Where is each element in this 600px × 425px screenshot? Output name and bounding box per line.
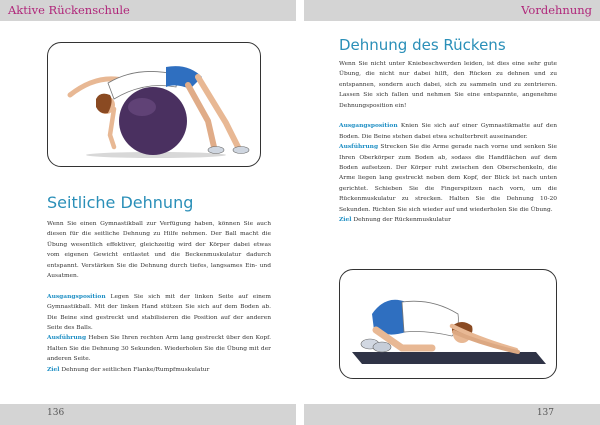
right-exec-text: Strecken Sie die Arme gerade nach vorne und senken Sie Ihren Oberkörper zum Boden ab, sodass die Handflächen auf dem Boden aufsetzen. Der Körper ruht zwischen den Oberschenkeln, die Arme liegen lang gestreckt neben dem Kopf, der Blick ist nach unten gerichtet. Schieben Sie die Fingerspitzen nach vorn, um die Rückenmuskulatur zu strecken. Halten Sie die Dehnung 10-20 Sekunden. Richten Sie sich wieder auf und wiederholen Sie die Übung. — [339, 144, 557, 213]
left-goal-text: Dehnung der seitlichen Flanke/Rumpfmuskulatur — [61, 366, 210, 373]
left-goal-label: Ziel — [47, 365, 60, 373]
right-footer-band — [304, 404, 600, 425]
right-page-number: 137 — [536, 408, 554, 418]
left-body-text — [47, 219, 271, 375]
right-running-header: Vordehnung — [521, 3, 592, 17]
left-page-title: Seitliche Dehnung — [47, 193, 194, 212]
left-exec-text: Heben Sie Ihren rechten Arm lang gestreckt über den Kopf. Halten Sie die Dehnung 30 Sekunden. Wiederholen Sie die Übung mit der anderen Seite. — [47, 335, 271, 363]
right-start-label: Ausgangsposition — [339, 122, 398, 130]
left-intro-paragraph: Wenn Sie einen Gymnastikball zur Verfügung haben, können Sie auch diesen für die seitliche Dehnung zu Hilfe nehmen. Der Ball macht die Übung wesentlich effektiver, gleichzeitig wird der Körper dabei etwas vom eigenen Gewicht entlastet und die Beckenmuskulatur dadurch entspannt. Verstärken Sie die Dehnung durch tiefes, langsames Ein- und Ausatmen. — [47, 221, 271, 280]
left-footer-band — [0, 404, 296, 425]
right-goal-label: Ziel — [339, 216, 352, 224]
right-page-title: Dehnung des Rückens — [339, 36, 506, 54]
right-start-text: Knien Sie sich auf einer Gymnastikmatte auf den Boden. Die Beine stehen dabei etwa schulterbreit auseinander. — [339, 123, 558, 140]
left-header-band — [0, 0, 296, 21]
child-pose-illustration — [339, 269, 557, 379]
right-exec-label: Ausführung — [339, 143, 379, 151]
right-body-text — [339, 59, 557, 225]
left-page-number: 136 — [47, 408, 65, 418]
left-start-label: Ausgangsposition — [47, 292, 106, 300]
right-intro-paragraph: Wenn Sie nicht unter Kniebeschwerden leiden, ist dies eine sehr gute Übung, die nicht nur dabei hilft, den Rücken zu dehnen und zu entspannen, sondern auch dabei, sich zu sammeln und zu zentrieren. Lassen Sie sich fallen und nehmen Sie eine entspannte, angenehme Dehnungsposition ein! — [339, 61, 557, 109]
side-stretch-illustration — [47, 42, 261, 167]
left-running-header: Aktive Rückenschule — [8, 3, 130, 17]
left-exec-label: Ausführung — [47, 334, 87, 342]
left-start-text: Legen Sie sich mit der linken Seite auf einem Gymnastikball. Mit der linken Hand stützen Sie sich auf dem Boden ab. Die Beine sind gestreckt und stabilisieren die Position auf der anderen Seite des Balls. — [47, 293, 271, 332]
right-header-band — [304, 0, 600, 21]
right-goal-text: Dehnung der Rückenmuskulatur — [353, 217, 451, 224]
